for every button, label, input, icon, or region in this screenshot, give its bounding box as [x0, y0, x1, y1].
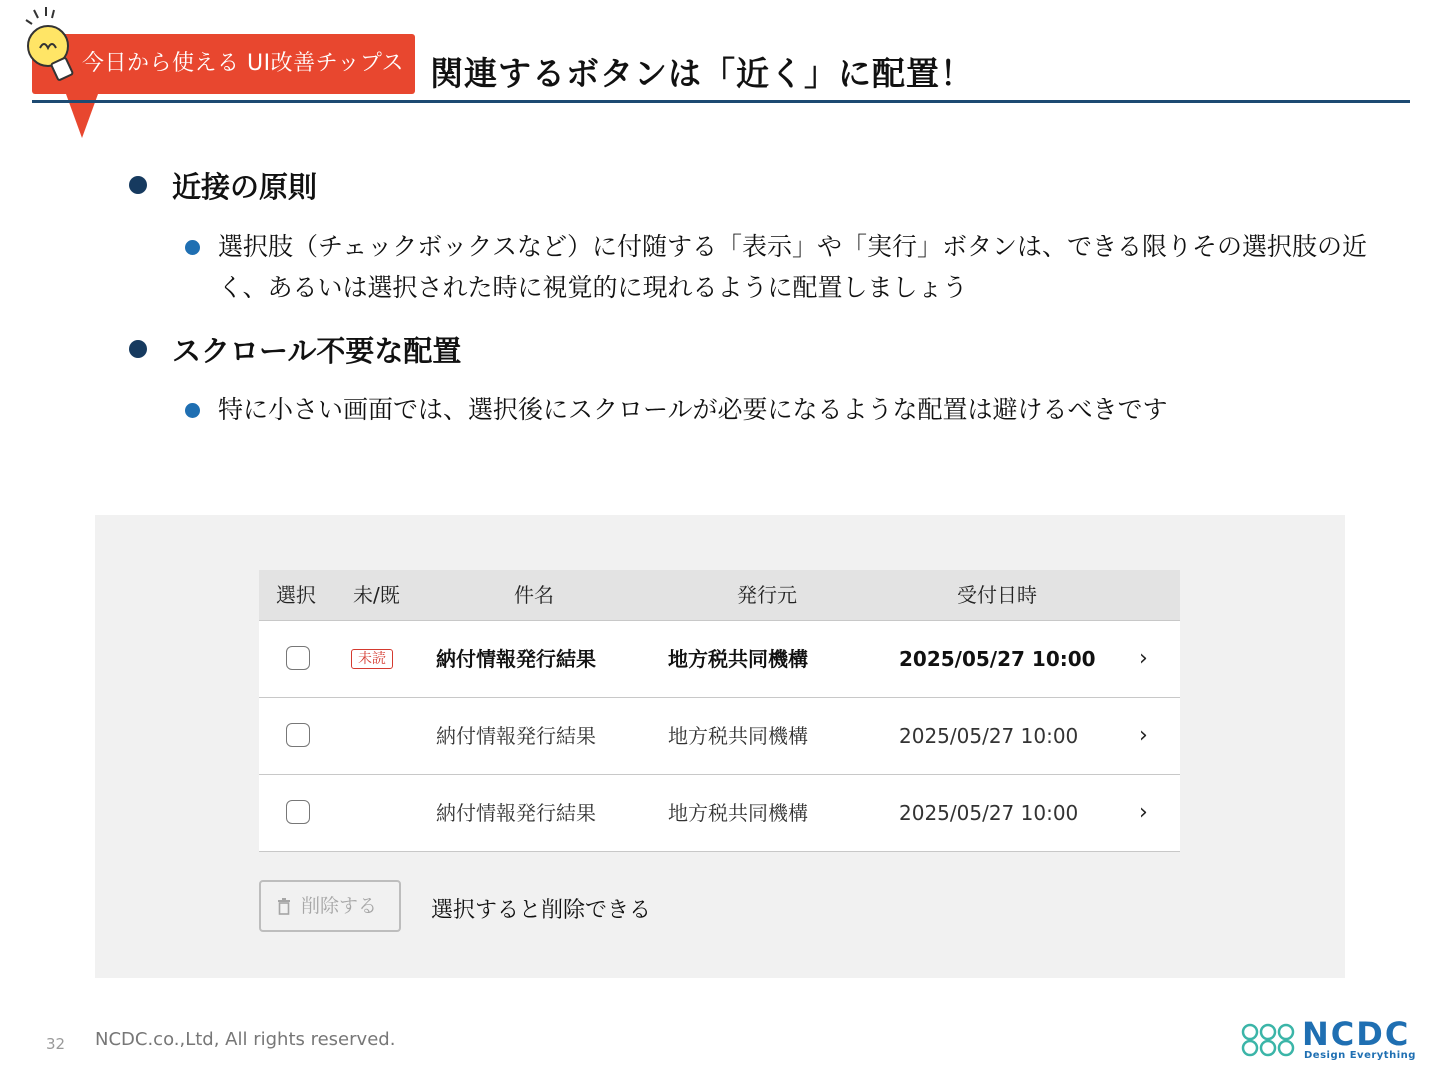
unread-badge: 未読	[351, 649, 393, 669]
sub-bullet-text: 特に小さい画面では、選択後にスクロールが必要になるような配置は避けるべきです	[218, 395, 1168, 424]
row-subject: 納付情報発行結果	[436, 647, 596, 671]
delete-note: 選択すると削除できる	[431, 898, 652, 923]
bullet-dot	[129, 176, 147, 194]
delete-button[interactable]	[259, 880, 401, 932]
slide-title: 関連するボタンは「近く」に配置！	[430, 54, 974, 93]
column-header-subject: 件名	[514, 583, 554, 607]
chevron-right-icon[interactable]: ›	[1139, 646, 1148, 671]
column-header-select: 選択	[276, 583, 316, 607]
row-datetime: 2025/05/27 10:00	[899, 724, 1079, 748]
sub-bullet-dot	[185, 240, 200, 255]
logo-tagline: Design Everything	[1304, 1050, 1416, 1061]
row-datetime: 2025/05/27 10:00	[899, 647, 1096, 671]
column-header-issuer: 発行元	[737, 583, 797, 607]
table-row[interactable]	[259, 774, 1180, 852]
delete-button-label: 削除する	[301, 895, 378, 917]
table-row[interactable]	[259, 620, 1180, 697]
row-checkbox[interactable]	[286, 646, 310, 670]
column-header-read-status: 未/既	[353, 583, 400, 607]
lightbulb-icon	[22, 6, 82, 86]
sub-bullet-dot	[185, 403, 200, 418]
trash-icon	[277, 898, 291, 915]
chevron-right-icon[interactable]: ›	[1139, 800, 1148, 825]
row-datetime: 2025/05/27 10:00	[899, 801, 1079, 825]
bullet-dot	[129, 340, 147, 358]
bullet-heading: スクロール不要な配置	[172, 334, 462, 368]
chevron-right-icon[interactable]: ›	[1139, 723, 1148, 748]
column-header-received-at: 受付日時	[957, 583, 1037, 607]
row-checkbox[interactable]	[286, 800, 310, 824]
sub-bullet-text: 選択肢（チェックボックスなど）に付随する「表示」や「実行」ボタンは、できる限りその選択肢の近く、あるいは選択された時に視覚的に現れるように配置しましょう	[218, 232, 1368, 302]
ncdc-logo-icon	[1238, 1020, 1298, 1060]
logo-wordmark: NCDC	[1302, 1015, 1411, 1053]
copyright-text: NCDC.co.,Ltd, All rights reserved.	[95, 1029, 396, 1050]
row-subject: 納付情報発行結果	[436, 801, 596, 825]
tip-series-label: 今日から使える UI改善チップス	[32, 34, 415, 94]
row-issuer: 地方税共同機構	[668, 801, 808, 825]
table-row[interactable]	[259, 697, 1180, 774]
row-issuer: 地方税共同機構	[668, 647, 808, 671]
title-divider	[32, 100, 1410, 103]
table-header	[259, 570, 1180, 620]
bullet-heading: 近接の原則	[172, 170, 318, 204]
row-issuer: 地方税共同機構	[668, 724, 808, 748]
page-number: 32	[46, 1035, 66, 1053]
row-checkbox[interactable]	[286, 723, 310, 747]
row-subject: 納付情報発行結果	[436, 724, 596, 748]
